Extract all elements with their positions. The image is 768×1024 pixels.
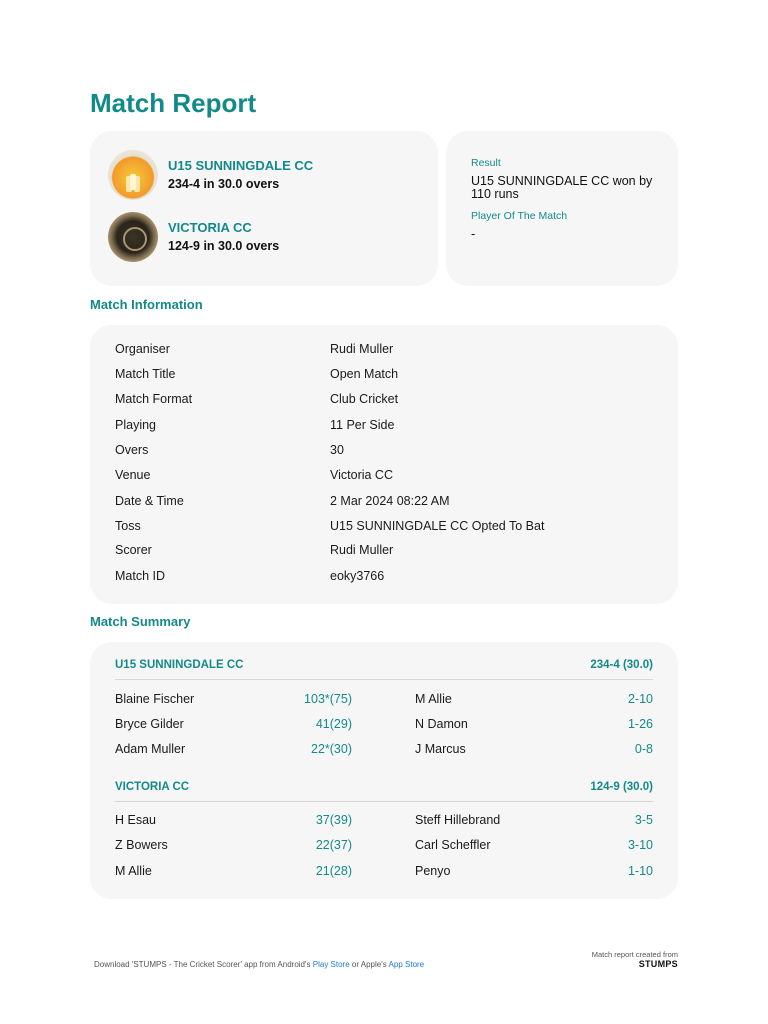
info-value: 2 Mar 2024 08:22 AM: [330, 494, 450, 508]
info-label: Match Title: [115, 367, 176, 381]
info-label: Toss: [115, 519, 141, 533]
match-information-title: Match Information: [90, 297, 203, 312]
bowler-name: Carl Scheffler: [415, 838, 491, 852]
info-label: Date & Time: [115, 494, 184, 508]
innings-score: 124-9 (30.0): [590, 781, 653, 793]
performance-row: [115, 742, 653, 760]
innings-header: [115, 657, 653, 680]
sunningdale-logo-icon: [108, 150, 158, 200]
match-summary-card: [90, 642, 678, 899]
innings-header: [115, 779, 653, 802]
footer-text: or Apple's: [349, 960, 389, 969]
batter-name: Bryce Gilder: [115, 717, 184, 731]
info-row-venue: [115, 468, 655, 488]
info-label: Venue: [115, 468, 151, 482]
footer-credit: [592, 950, 678, 969]
victoria-logo-icon: [108, 212, 158, 262]
innings-score: 234-4 (30.0): [590, 659, 653, 671]
innings-team: U15 SUNNINGDALE CC: [115, 659, 244, 671]
team-score: 124-9 in 30.0 overs: [168, 238, 280, 253]
team-name: U15 SUNNINGDALE CC: [168, 157, 314, 173]
play-store-link[interactable]: Play Store: [312, 960, 350, 969]
performance-row: [115, 813, 653, 831]
app-store-link[interactable]: App Store: [388, 960, 425, 969]
performance-row: [115, 864, 653, 882]
info-row-date-time: [115, 494, 655, 514]
result-value: U15 SUNNINGDALE CC won by 110 runs: [471, 174, 653, 201]
batter-score: 41(29): [315, 717, 352, 731]
info-row-match-format: [115, 392, 655, 412]
player-of-match-label: Player Of The Match: [471, 210, 568, 222]
bowler-figures: 2-10: [627, 692, 653, 706]
teams-card: [90, 131, 438, 286]
team-score: 234-4 in 30.0 overs: [168, 176, 280, 191]
info-label: Match ID: [115, 569, 166, 583]
innings-team: VICTORIA CC: [115, 781, 190, 793]
info-label: Overs: [115, 443, 149, 457]
batter-name: Adam Muller: [115, 742, 186, 756]
info-label: Playing: [115, 418, 156, 432]
bowler-name: J Marcus: [415, 742, 466, 756]
footer-download-note: [94, 960, 424, 969]
page-title: Match Report: [90, 88, 257, 118]
player-of-match-value: -: [471, 227, 476, 241]
performance-row: [115, 717, 653, 735]
footer-text: Download 'STUMPS - The Cricket Scorer' app from Android's: [94, 960, 313, 969]
batter-name: Blaine Fischer: [115, 692, 195, 706]
created-from-text: Match report created from: [591, 950, 678, 959]
team-name: VICTORIA CC: [168, 219, 252, 235]
bowler-figures: 1-26: [627, 717, 653, 731]
info-row-toss: [115, 519, 655, 539]
info-label: Match Format: [115, 392, 193, 406]
info-value: Rudi Muller: [330, 342, 394, 356]
info-value: eoky3766: [330, 569, 385, 583]
bowler-figures: 3-10: [627, 838, 653, 852]
info-row-scorer: [115, 543, 655, 563]
info-row-overs: [115, 443, 655, 463]
info-value: 11 Per Side: [330, 418, 395, 432]
performance-row: [115, 692, 653, 710]
bowler-figures: 3-5: [634, 813, 653, 827]
info-value: Victoria CC: [330, 468, 393, 482]
batter-score: 22(37): [315, 838, 352, 852]
result-label: Result: [471, 157, 501, 169]
info-value: Open Match: [330, 367, 399, 381]
team-row-home: [108, 150, 313, 200]
batter-score: 22*(30): [311, 742, 352, 756]
batter-score: 103*(75): [304, 692, 352, 706]
info-row-match-title: [115, 367, 655, 387]
stumps-brand: STUMPS: [638, 959, 678, 969]
bowler-name: Penyo: [415, 864, 451, 878]
batter-score: 37(39): [315, 813, 352, 827]
bowler-name: N Damon: [415, 717, 468, 731]
performance-row: [115, 838, 653, 856]
info-value: 30: [330, 443, 344, 457]
batter-name: Z Bowers: [115, 838, 168, 852]
match-information-card: [90, 325, 678, 604]
batter-score: 21(28): [315, 864, 352, 878]
info-row-playing: [115, 418, 655, 438]
bowler-name: M Allie: [415, 692, 452, 706]
result-card: [446, 131, 678, 286]
info-row-organiser: [115, 342, 655, 362]
bowler-name: Steff Hillebrand: [415, 813, 501, 827]
info-value: U15 SUNNINGDALE CC Opted To Bat: [330, 519, 545, 533]
info-label: Organiser: [115, 342, 170, 356]
batter-name: M Allie: [115, 864, 152, 878]
match-summary-title: Match Summary: [90, 614, 191, 629]
info-label: Scorer: [115, 543, 152, 557]
info-value: Rudi Muller: [330, 543, 394, 557]
bowler-figures: 0-8: [634, 742, 653, 756]
team-row-away: [108, 212, 279, 262]
info-row-match-id: [115, 569, 655, 589]
bowler-figures: 1-10: [627, 864, 653, 878]
batter-name: H Esau: [115, 813, 156, 827]
info-value: Club Cricket: [330, 392, 399, 406]
